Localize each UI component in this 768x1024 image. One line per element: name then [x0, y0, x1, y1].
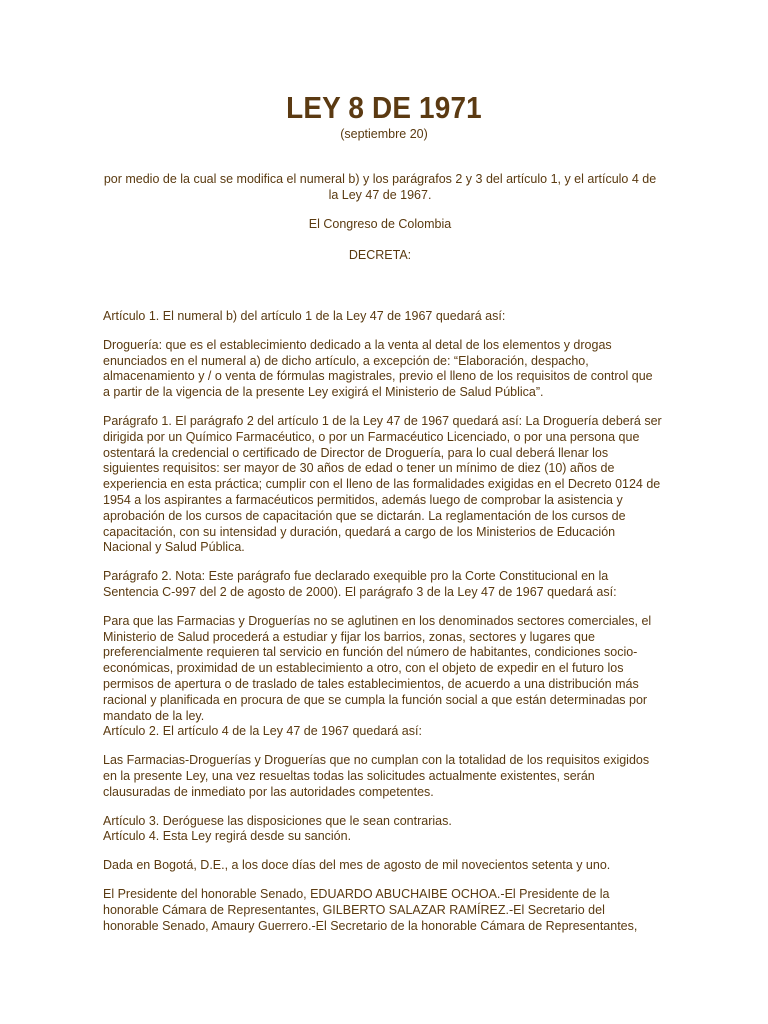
dada-en-bogota: Dada en Bogotá, D.E., a los doce días del mes de agosto de mil novecientos setenta y uno. [103, 858, 611, 873]
drogueria-definition: Droguería: que es el establecimiento dedicado a la venta al detal de los elementos y drogas enunciados en el numeral a) de dicho artículo, a excepción de: “Elaboración, despacho, almacenamiento y / o venta de fórmulas magistrales, previo el lleno de los requisitos de control que a partir de la vigencia de la presente Ley exigirá el Ministerio de Salud Pública”. [103, 337, 653, 400]
pharmacies-distribution: Para que las Farmacias y Droguerías no se aglutinen en los denominados sectores comerciales, el Ministerio de Salud procederá a estudiar y fijar los barrios, zonas, sectores y lugares que preferencialmente requieren tal servicio en función del número de habitantes, condiciones socio-económicas, proximidad de un establecimiento a otro, con el objeto de expedir en el futuro los permisos de apertura o de traslado de tales establecimientos, de acuerdo a una distribución más racional y planificada en procura de que se cumpla la función social a que están determinadas por mandato de la ley. [103, 613, 652, 723]
article-1: Artículo 1. El numeral b) del artículo 1 de la Ley 47 de 1967 quedará así: [103, 309, 506, 323]
congress-line: El Congreso de Colombia [308, 217, 452, 231]
signatures: El Presidente del honorable Senado, EDUARDO ABUCHAIBE OCHOA.-El Presidente de la honorable Cámara de Representantes, GILBERTO SALAZAR RAMÍREZ.-El Secretario del honorable Senado, Amaury Guerrero.-El Secretario de la honorable Cámara de Representantes, [103, 886, 638, 933]
paragraph-1: Parágrafo 1. El parágrafo 2 del artículo 1 de la Ley 47 de 1967 quedará así: La Droguería deberá ser dirigida por un Químico Farmacéutico, o por un Farmacéutico Licenciado, o por una persona que ostentará la credencial o certificado de Director de Droguería, para lo cual deberá llenar los siguientes requisitos: ser mayor de 30 años de edad o tener un mínimo de diez (10) años de experiencia en esta práctica; cumplir con el lleno de las formalidades exigidas en el Decreto 0124 de 1954 a los aspirantes a farmacéuticos permitidos, además luego de comprobar la asistencia y aprobación de los cursos de capacitación que se dictarán. La reglamentación de los cursos de capacitación, con su intensidad y duración, quedará a cargo de los Ministerios de Educación Nacional y Salud Pública. [103, 413, 662, 555]
law-intro: por medio de la cual se modifica el numeral b) y los parágrafos 2 y 3 del artículo 1, y el artículo 4 de la Ley 47 de 1967. [103, 172, 657, 202]
article-2: Artículo 2. El artículo 4 de la Ley 47 de 1967 quedará así: [103, 724, 422, 739]
article-4: Artículo 4. Esta Ley regirá desde su sanción. [103, 829, 352, 844]
paragraph-2: Parágrafo 2. Nota: Este parágrafo fue declarado exequible pro la Corte Constitucional en la Sentencia C-997 del 2 de agosto de 2000). El parágrafo 3 de la Ley 47 de 1967 quedará así: [103, 569, 617, 599]
decreta-heading: DECRETA: [348, 248, 412, 262]
article-3: Artículo 3. Deróguese las disposiciones que le sean contrarias. [103, 813, 452, 828]
closure-clause: Las Farmacias-Droguerías y Droguerías que no cumplan con la totalidad de los requisitos exigidos en la presente Ley, una vez resueltas todas las solicitudes actualmente existentes, serán clausuradas de inmediato por las autoridades competentes. [103, 753, 650, 799]
law-title: LEY 8 DE 1971 [286, 90, 482, 125]
law-date: (septiembre 20) [340, 127, 428, 141]
law-body [103, 309, 663, 947]
